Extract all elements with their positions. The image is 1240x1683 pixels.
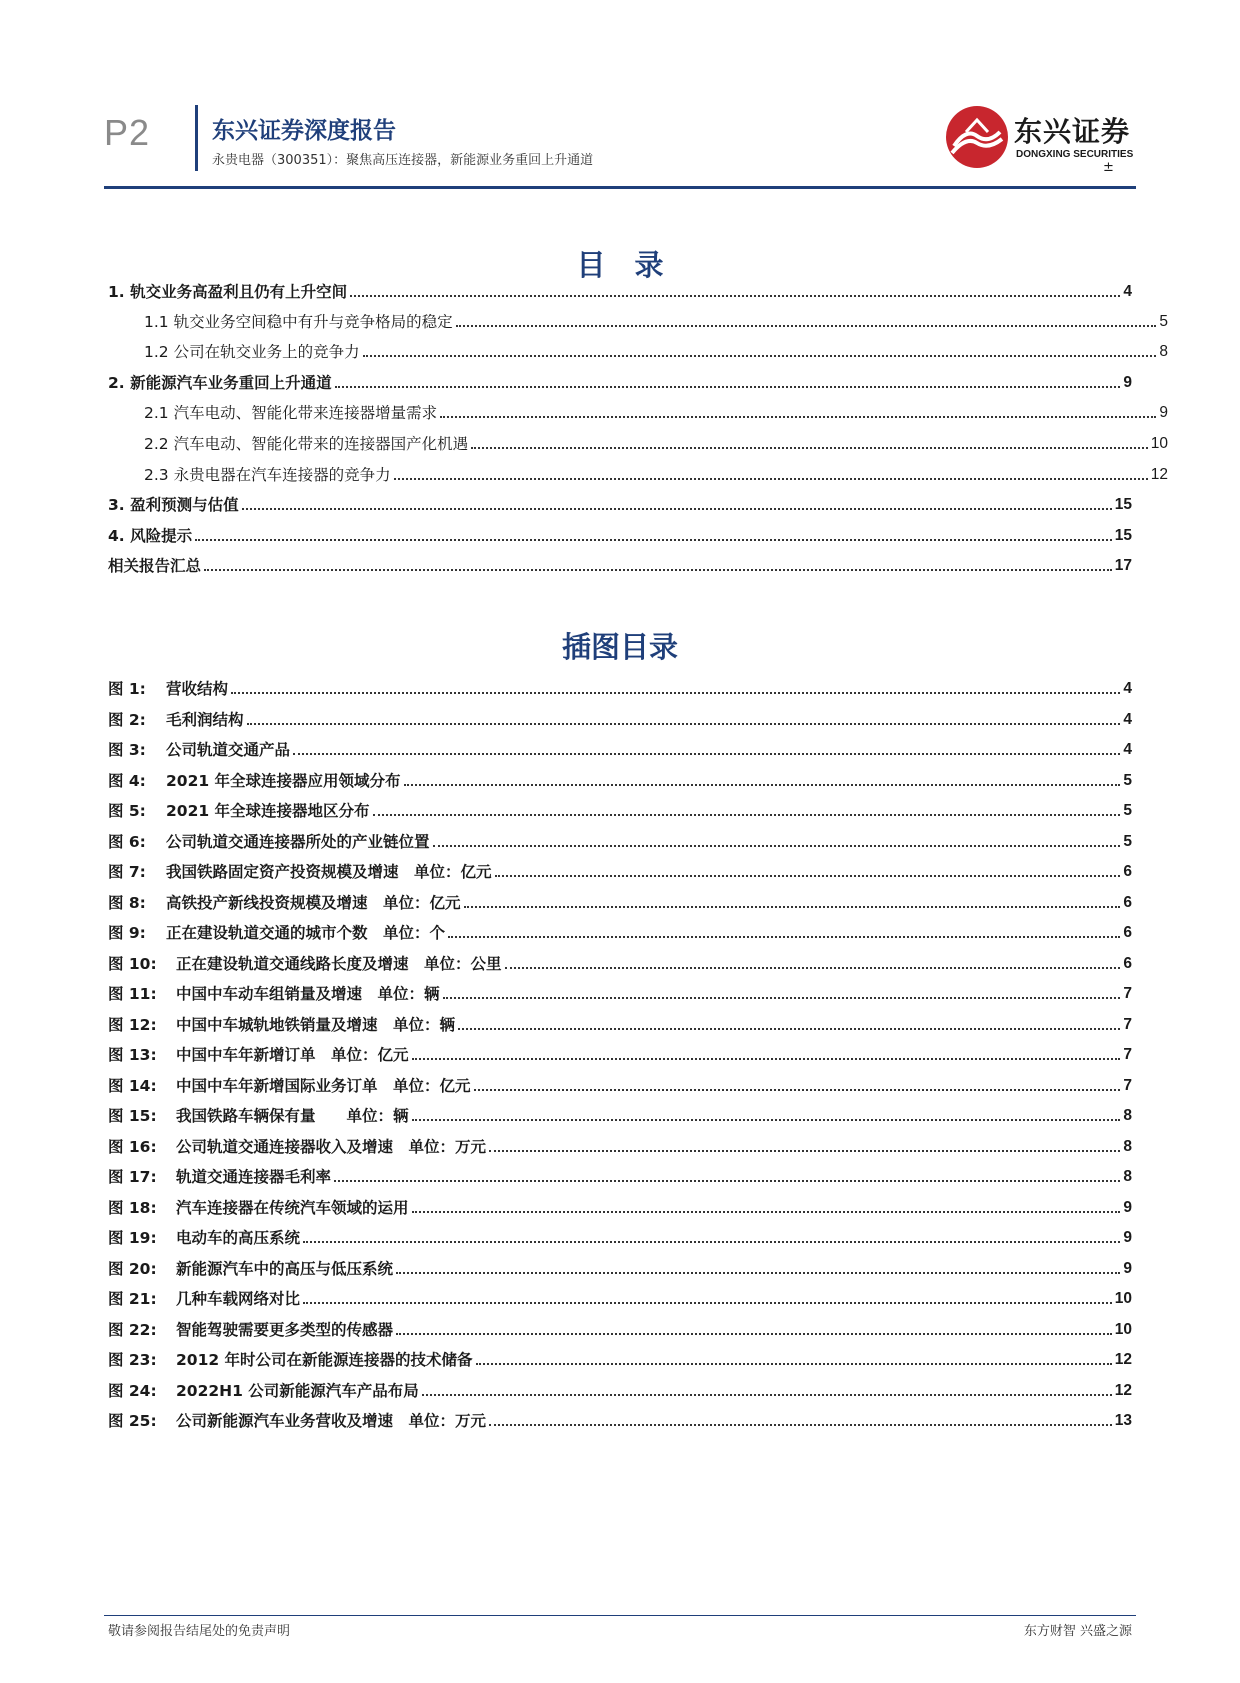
toc-entry[interactable] [108,433,1168,455]
figure-number: 图 12: [108,1015,157,1034]
dot-leader [394,477,1148,480]
toc-entry[interactable] [108,281,1132,303]
toc-entry[interactable] [108,464,1168,486]
toc-entry-page: 4 [1123,283,1132,300]
figure-caption: 几种车载网络对比 [176,1290,301,1308]
dot-leader [412,1210,1121,1213]
toc-entry-label: 1. 轨交业务高盈利且仍有上升空间 [108,283,348,301]
figure-caption: 2021 年全球连接器地区分布 [166,802,370,820]
figure-number: 图 25: [108,1412,157,1430]
dot-leader [293,752,1120,755]
figure-entry[interactable] [108,1227,1132,1249]
toc-entry-page: 8 [1159,343,1168,360]
figure-entry-page: 8 [1123,1168,1132,1185]
figure-entry[interactable] [108,1075,1132,1097]
figure-entry-label [108,953,502,975]
toc-title: 目 录 [576,248,664,282]
figure-number: 图 10: [108,954,157,973]
toc-entry-page: 9 [1123,374,1132,391]
dot-leader [373,813,1121,816]
figure-caption: 2021 年全球连接器应用领域分布 [166,771,401,790]
header-divider [195,105,198,171]
figure-number: 图 17: [108,1168,157,1186]
figure-entry-page: 4 [1123,741,1132,758]
figure-entry-page: 6 [1123,893,1132,911]
figure-caption: 电动车的高压系统 [176,1229,301,1247]
toc-entry-label: 4. 风险提示 [108,527,193,545]
figure-number: 图 9: [108,924,146,942]
toc-entry[interactable] [108,402,1168,424]
figure-caption: 中国中车城轨地铁销量及增速 单位：辆 [176,1015,456,1034]
dot-leader [404,783,1121,786]
figure-entry-page: 4 [1123,680,1132,697]
figure-entry-label [108,1014,455,1036]
figure-entry[interactable] [108,1044,1132,1066]
figure-entry[interactable] [108,983,1132,1005]
dot-leader [247,722,1121,725]
toc-entry-page: 5 [1159,313,1168,330]
figure-entry-page: 7 [1123,1015,1132,1033]
dot-leader [458,1027,1120,1030]
figure-number: 图 16: [108,1137,157,1156]
dot-leader [396,1271,1120,1274]
figure-entry-page: 6 [1123,954,1132,972]
figure-number: 图 14: [108,1076,157,1095]
figure-number: 图 11: [108,985,157,1003]
figure-caption: 新能源汽车中的高压与低压系统 [176,1259,394,1278]
figure-entry-page: 9 [1123,1229,1132,1246]
toc-entry-label: 2.2 汽车电动、智能化带来的连接器国产化机遇 [144,435,469,453]
figure-entry-page: 5 [1123,832,1132,850]
figure-entry[interactable] [108,1105,1132,1127]
figure-number: 图 20: [108,1259,157,1278]
dot-leader [396,1332,1112,1335]
toc-entry[interactable] [108,311,1168,333]
toc-entry-page: 15 [1114,496,1132,513]
figure-entry-label [108,1258,393,1280]
dot-leader [412,1118,1121,1121]
toc-entry-label: 2. 新能源汽车业务重回上升通道 [108,374,332,392]
toc-entry[interactable] [108,341,1168,363]
figure-entry-page: 12 [1114,1351,1132,1368]
figure-entry-page: 7 [1123,985,1132,1002]
dot-leader [195,538,1112,541]
figure-number: 图 2: [108,710,146,729]
page-header [104,100,1136,186]
figure-entry[interactable] [108,800,1132,822]
figure-entry-page: 12 [1114,1381,1132,1399]
figure-caption: 高铁投产新线投资规模及增速 单位：亿元 [166,893,461,912]
figure-entry-label [108,1136,486,1158]
figure-entry-label [108,1410,486,1432]
figure-entry-page: 8 [1123,1137,1132,1155]
figure-entry-label [108,831,430,853]
figure-caption: 正在建设轨道交通线路长度及增速 单位：公里 [176,954,502,973]
figure-entry[interactable] [108,1258,1132,1280]
toc-entry[interactable] [108,555,1132,577]
figure-entry[interactable] [108,953,1132,975]
figure-number: 图 15: [108,1107,157,1125]
toc-entry-page: 10 [1150,435,1168,452]
dot-leader [489,1423,1112,1426]
dot-leader [433,844,1121,847]
disclaimer-note: 敬请参阅报告结尾处的免责声明 [108,1624,291,1639]
figure-entry[interactable] [108,922,1132,944]
figure-entry-label [108,709,244,731]
figure-number: 图 21: [108,1290,157,1308]
dot-leader [335,385,1121,388]
figure-entry-page: 7 [1123,1046,1132,1063]
logo-text-en: DONGXING SECURITIES [1016,149,1134,160]
toc-entry[interactable] [108,525,1132,547]
dot-leader [474,1088,1121,1091]
toc-entry-page: 15 [1114,527,1132,544]
figure-caption: 2022H1 公司新能源汽车产品布局 [176,1381,419,1400]
toc-entry-label: 2.3 永贵电器在汽车连接器的竞争力 [144,466,391,484]
dot-leader [231,691,1120,694]
figure-entry-page: 8 [1123,1107,1132,1124]
dot-leader [242,507,1112,510]
figure-entry-page: 9 [1123,1198,1132,1216]
figure-entry-label [108,678,228,700]
dot-leader [363,354,1157,357]
figure-caption: 公司轨道交通连接器所处的产业链位置 [166,832,430,851]
header-rule [104,186,1136,189]
figure-caption: 毛利润结构 [166,710,244,729]
figure-entry-page: 13 [1114,1412,1132,1429]
dot-leader [350,294,1120,297]
logo-text-cn: 东兴证券 [1014,115,1131,148]
figure-entry[interactable] [108,678,1132,700]
toc-entry-page: 9 [1159,404,1168,421]
figure-entry-page: 5 [1123,771,1132,789]
figure-entry-label [108,922,445,944]
figure-number: 图 19: [108,1229,157,1247]
figure-entry-label [108,770,401,792]
toc-entry-label: 3. 盈利预测与估值 [108,496,239,514]
dot-leader [489,1149,1120,1152]
figure-entry-label [108,861,492,883]
figure-number: 图 4: [108,771,146,790]
figure-entry-label [108,1197,409,1219]
figure-number: 图 6: [108,832,146,851]
dot-leader [204,568,1112,571]
toc-entry-label: 相关报告汇总 [108,557,202,575]
figure-number: 图 24: [108,1381,157,1400]
dot-leader [471,446,1148,449]
figure-entry-page: 5 [1123,802,1132,819]
figure-entry-label [108,1227,300,1249]
dot-leader [505,966,1121,969]
figure-entry-label [108,892,461,914]
page-number: P2 [104,112,151,153]
figure-entry[interactable] [108,1014,1132,1036]
figure-caption: 营收结构 [166,680,229,698]
dot-leader [464,905,1121,908]
figure-caption: 中国中车年新增国际业务订单 单位：亿元 [176,1076,471,1095]
figure-caption: 轨道交通连接器毛利率 [176,1168,332,1186]
header-mark: ± [1103,160,1114,175]
figures-title: 插图目录 [561,630,678,664]
figure-number: 图 22: [108,1320,157,1339]
figure-entry-label [108,1166,331,1188]
toc-entry[interactable] [108,372,1132,394]
dot-leader [334,1179,1120,1182]
figure-entry-label [108,1288,300,1310]
figure-entry-label [108,983,440,1005]
figure-entry[interactable] [108,1166,1132,1188]
logo-emblem-icon [946,106,1008,168]
figure-entry-page: 6 [1123,924,1132,941]
dot-leader [495,874,1121,877]
footer-rule [104,1615,1136,1616]
dot-leader [303,1301,1112,1304]
figure-entry[interactable] [108,831,1132,853]
figure-caption: 汽车连接器在传统汽车领域的运用 [176,1198,409,1217]
toc-entry[interactable] [108,494,1132,516]
figure-caption: 我国铁路固定资产投资规模及增速 单位：亿元 [166,863,492,881]
toc-entry-label: 2.1 汽车电动、智能化带来连接器增量需求 [144,404,438,422]
figure-entry[interactable] [108,1319,1132,1341]
figure-entry-page: 9 [1123,1259,1132,1277]
figure-entry[interactable] [108,1349,1132,1371]
dot-leader [476,1362,1112,1365]
figure-caption: 中国中车年新增订单 单位：亿元 [176,1046,409,1064]
figure-entry-label [108,1044,409,1066]
dot-leader [412,1057,1121,1060]
figure-entry-label [108,1380,419,1402]
figure-entry-label [108,739,290,761]
figure-number: 图 13: [108,1046,157,1064]
figure-entry[interactable] [108,892,1132,914]
figure-number: 图 3: [108,741,146,759]
figure-entry[interactable] [108,1136,1132,1158]
dot-leader [303,1240,1120,1243]
dot-leader [456,324,1157,327]
figure-caption: 公司轨道交通连接器收入及增速 单位：万元 [176,1137,487,1156]
figure-number: 图 23: [108,1351,157,1369]
figure-entry[interactable] [108,1288,1132,1310]
figure-entry-label [108,1349,473,1371]
report-subtitle: 永贵电器（300351）：聚焦高压连接器，新能源业务重回上升通道 [212,153,594,168]
toc-entry-page: 12 [1150,466,1168,483]
figure-caption: 正在建设轨道交通的城市个数 单位：个 [166,924,446,942]
figure-caption: 中国中车动车组销量及增速 单位：辆 [176,985,440,1003]
company-slogan: 东方财智 兴盛之源 [1023,1624,1132,1639]
dot-leader [440,415,1156,418]
figure-entry[interactable] [108,1380,1132,1402]
figure-entry[interactable] [108,1197,1132,1219]
figure-entry[interactable] [108,709,1132,731]
toc-entry-page: 17 [1114,557,1132,574]
figure-entry-label [108,1319,393,1341]
figure-caption: 2012 年时公司在新能源连接器的技术储备 [176,1351,473,1369]
figure-caption: 公司轨道交通产品 [166,741,291,759]
figure-caption: 我国铁路车辆保有量 单位：辆 [176,1107,409,1125]
toc-entry-label: 1.1 轨交业务空间稳中有升与竞争格局的稳定 [144,313,453,331]
figure-entry-label [108,1105,409,1127]
report-series-title: 东兴证券深度报告 [212,118,396,144]
figure-number: 图 1: [108,680,146,698]
figure-entry[interactable] [108,770,1132,792]
toc-entry-label: 1.2 公司在轨交业务上的竞争力 [144,343,360,361]
dot-leader [443,996,1121,999]
figure-number: 图 5: [108,802,146,820]
figure-entry-page: 7 [1123,1076,1132,1094]
figure-entry[interactable] [108,739,1132,761]
dot-leader [422,1393,1112,1396]
figure-caption: 智能驾驶需要更多类型的传感器 [176,1320,394,1339]
figure-entry-label [108,1075,471,1097]
figure-number: 图 8: [108,893,146,912]
figure-caption: 公司新能源汽车业务营收及增速 单位：万元 [176,1412,487,1430]
figure-entry-page: 10 [1114,1290,1132,1307]
figure-entry-page: 6 [1123,863,1132,880]
figure-number: 图 18: [108,1198,157,1217]
dot-leader [448,935,1120,938]
figure-entry-page: 10 [1114,1320,1132,1338]
figure-entry[interactable] [108,861,1132,883]
figure-entry-label [108,800,370,822]
figure-entry-page: 4 [1123,710,1132,728]
figure-number: 图 7: [108,863,146,881]
figure-entry[interactable] [108,1410,1132,1432]
